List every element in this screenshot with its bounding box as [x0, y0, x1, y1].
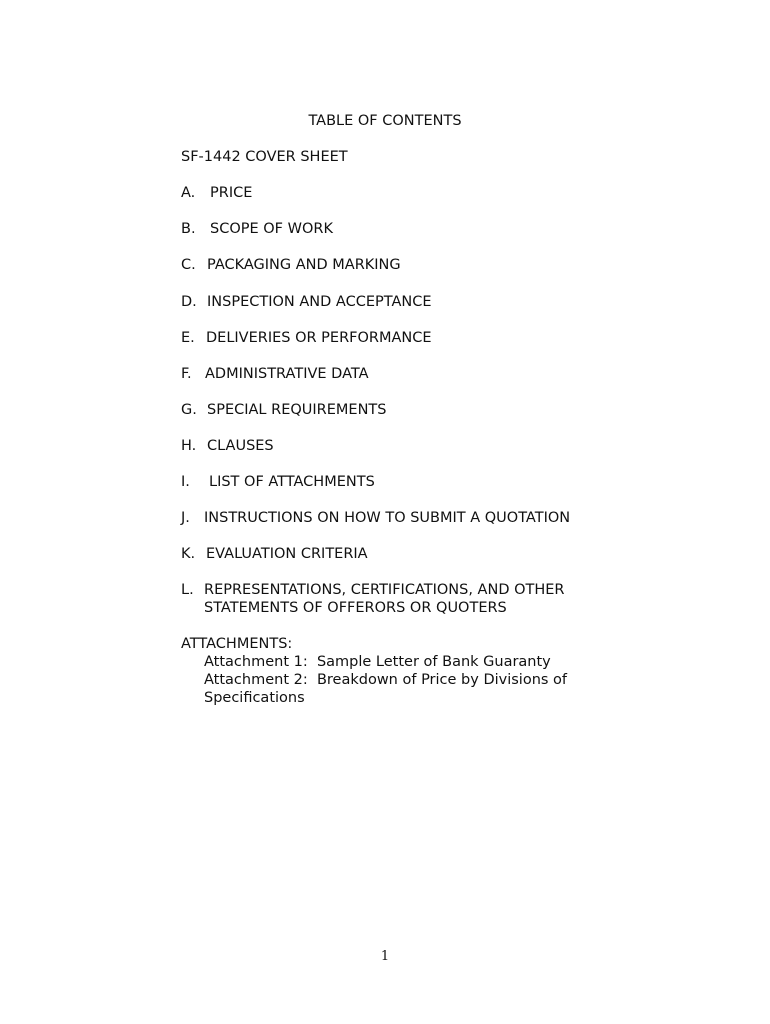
toc-entry-e: [181, 329, 432, 347]
toc-entry-b: [181, 220, 333, 238]
toc-entry-text: INSPECTION AND ACCEPTANCE: [207, 294, 432, 310]
toc-entry-h: [181, 437, 274, 455]
toc-entry-text: DELIVERIES OR PERFORMANCE: [206, 330, 432, 346]
toc-entry-d: [181, 293, 432, 311]
toc-entry-text: SCOPE OF WORK: [210, 221, 333, 237]
toc-entry-letter: E.: [181, 330, 195, 346]
toc-entry-letter: L.: [181, 582, 194, 598]
attachments-block: [181, 635, 601, 707]
page-number: 1: [380, 949, 390, 964]
toc-entry-letter: H.: [181, 438, 197, 454]
toc-entry-letter: I.: [181, 474, 190, 490]
toc-entry-i: [181, 473, 375, 491]
attachment-label: Attachment 1:: [204, 654, 308, 670]
toc-entry-f: [181, 365, 369, 383]
toc-entry-l: [181, 581, 601, 617]
toc-entry-text: LIST OF ATTACHMENTS: [209, 474, 375, 490]
attachment-item-2: [181, 671, 601, 689]
toc-entry-c: [181, 256, 401, 274]
toc-entry-a: [181, 184, 252, 202]
toc-entry-cover-sheet: [181, 148, 348, 166]
toc-entry-letter: J.: [181, 510, 190, 526]
toc-entry-text: INSTRUCTIONS ON HOW TO SUBMIT A QUOTATION: [204, 510, 571, 526]
attachment-item-1: [181, 653, 601, 671]
toc-entry-text: PRICE: [210, 185, 253, 201]
attachment-label: Attachment 2:: [204, 672, 308, 688]
toc-entry-letter: F.: [181, 366, 192, 382]
toc-entry-text: SPECIAL REQUIREMENTS: [207, 402, 387, 418]
toc-entry-letter: G.: [181, 402, 197, 418]
toc-entry-g: [181, 401, 386, 419]
toc-entry-letter: B.: [181, 221, 196, 237]
attachment-text: Sample Letter of Bank Guaranty: [316, 654, 551, 670]
toc-entry-letter: D.: [181, 294, 197, 310]
toc-entry-text: REPRESENTATIONS, CERTIFICATIONS, AND OTHER: [204, 582, 565, 598]
toc-entry-text: ADMINISTRATIVE DATA: [205, 366, 369, 382]
toc-entry-text-continued: STATEMENTS OF OFFERORS OR QUOTERS: [204, 600, 507, 616]
toc-entry-letter: C.: [181, 257, 196, 273]
toc-entry-text: CLAUSES: [207, 438, 274, 454]
toc-title: TABLE OF CONTENTS: [308, 113, 462, 129]
toc-entry-text: PACKAGING AND MARKING: [207, 257, 401, 273]
toc-entry-text: SF-1442 COVER SHEET: [181, 149, 348, 165]
toc-entry-letter: A.: [181, 185, 196, 201]
toc-entry-k: [181, 545, 368, 563]
toc-entry-letter: K.: [181, 546, 196, 562]
toc-entry-j: [181, 509, 570, 527]
attachments-heading: ATTACHMENTS:: [181, 636, 293, 652]
attachment-text: Breakdown of Price by Divisions of: [316, 672, 568, 688]
toc-entry-text: EVALUATION CRITERIA: [206, 546, 368, 562]
attachment-text-continued: Specifications: [204, 690, 305, 706]
